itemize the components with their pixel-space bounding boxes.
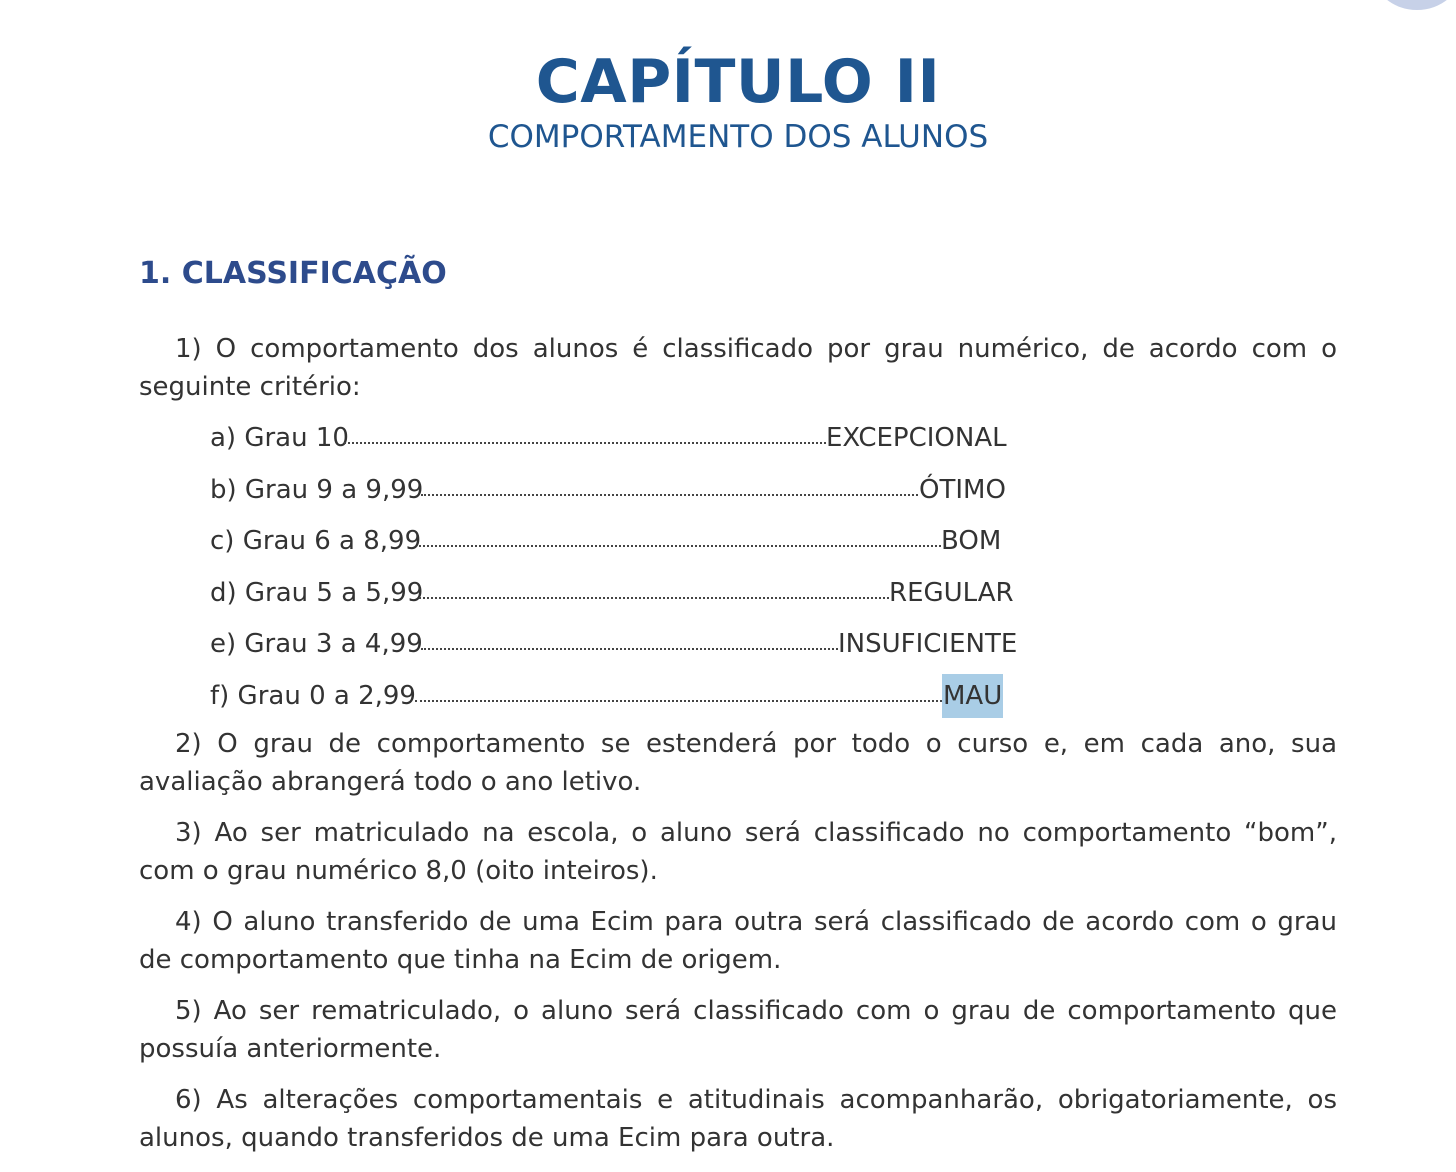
dot-leader: [421, 494, 918, 496]
grade-label: d) Grau 5 a 5,99: [210, 577, 424, 608]
paragraph-2: 2) O grau de comportamento se estenderá por todo o curso e, em cada ano, sua avaliação abrangerá todo o ano letivo.: [139, 729, 1337, 797]
corner-decoration: [1372, 0, 1456, 10]
grade-value: BOM: [941, 526, 1002, 556]
dot-leader: [421, 648, 838, 650]
grade-row-b: [139, 468, 1337, 512]
document-body: [139, 330, 1337, 1157]
dot-leader: [415, 700, 942, 702]
paragraph-5: 5) Ao ser rematriculado, o aluno será classificado com o grau de comportamento que possuía anteriormente.: [139, 996, 1337, 1064]
grade-value: INSUFICIENTE: [838, 629, 1018, 659]
grade-row-e: [139, 622, 1337, 666]
paragraph-1: 1) O comportamento dos alunos é classificado por grau numérico, de acordo com o seguinte critério:: [139, 334, 1337, 402]
paragraph-3: 3) Ao ser matriculado na escola, o aluno será classificado no comportamento “bom”, com o grau numérico 8,0 (oito inteiros).: [139, 818, 1337, 886]
dot-leader: [419, 597, 889, 599]
grade-label: e) Grau 3 a 4,99: [210, 629, 423, 659]
grade-value: REGULAR: [889, 577, 1014, 608]
paragraph-4: 4) O aluno transferido de uma Ecim para outra será classificado de acordo com o grau de comportamento que tinha na Ecim de origem.: [139, 907, 1337, 975]
paragraph-6: 6) As alterações comportamentais e atitudinais acompanharão, obrigatoriamente, os alunos, quando transferidos de uma Ecim para outra.: [139, 1085, 1337, 1153]
grade-row-d: [139, 571, 1337, 615]
chapter-title: CAPÍTULO II: [535, 47, 941, 117]
grade-row-a: [139, 416, 1337, 460]
grade-label: b) Grau 9 a 9,99: [210, 474, 424, 505]
grade-value: EXCEPCIONAL: [826, 423, 1007, 453]
grade-row-c: [139, 519, 1337, 563]
grade-value-selected[interactable]: MAU: [942, 674, 1003, 718]
grade-label: f) Grau 0 a 2,99: [210, 680, 416, 711]
grade-value: ÓTIMO: [919, 474, 1006, 505]
grade-label: a) Grau 10: [210, 423, 349, 453]
dot-leader: [419, 545, 941, 547]
section-heading: 1. CLASSIFICAÇÃO: [139, 256, 447, 291]
grade-list: [139, 416, 1337, 718]
chapter-subtitle: COMPORTAMENTO DOS ALUNOS: [487, 119, 989, 155]
dot-leader: [344, 442, 826, 444]
grade-row-f: [139, 674, 1337, 718]
grade-label: c) Grau 6 a 8,99: [210, 526, 422, 556]
